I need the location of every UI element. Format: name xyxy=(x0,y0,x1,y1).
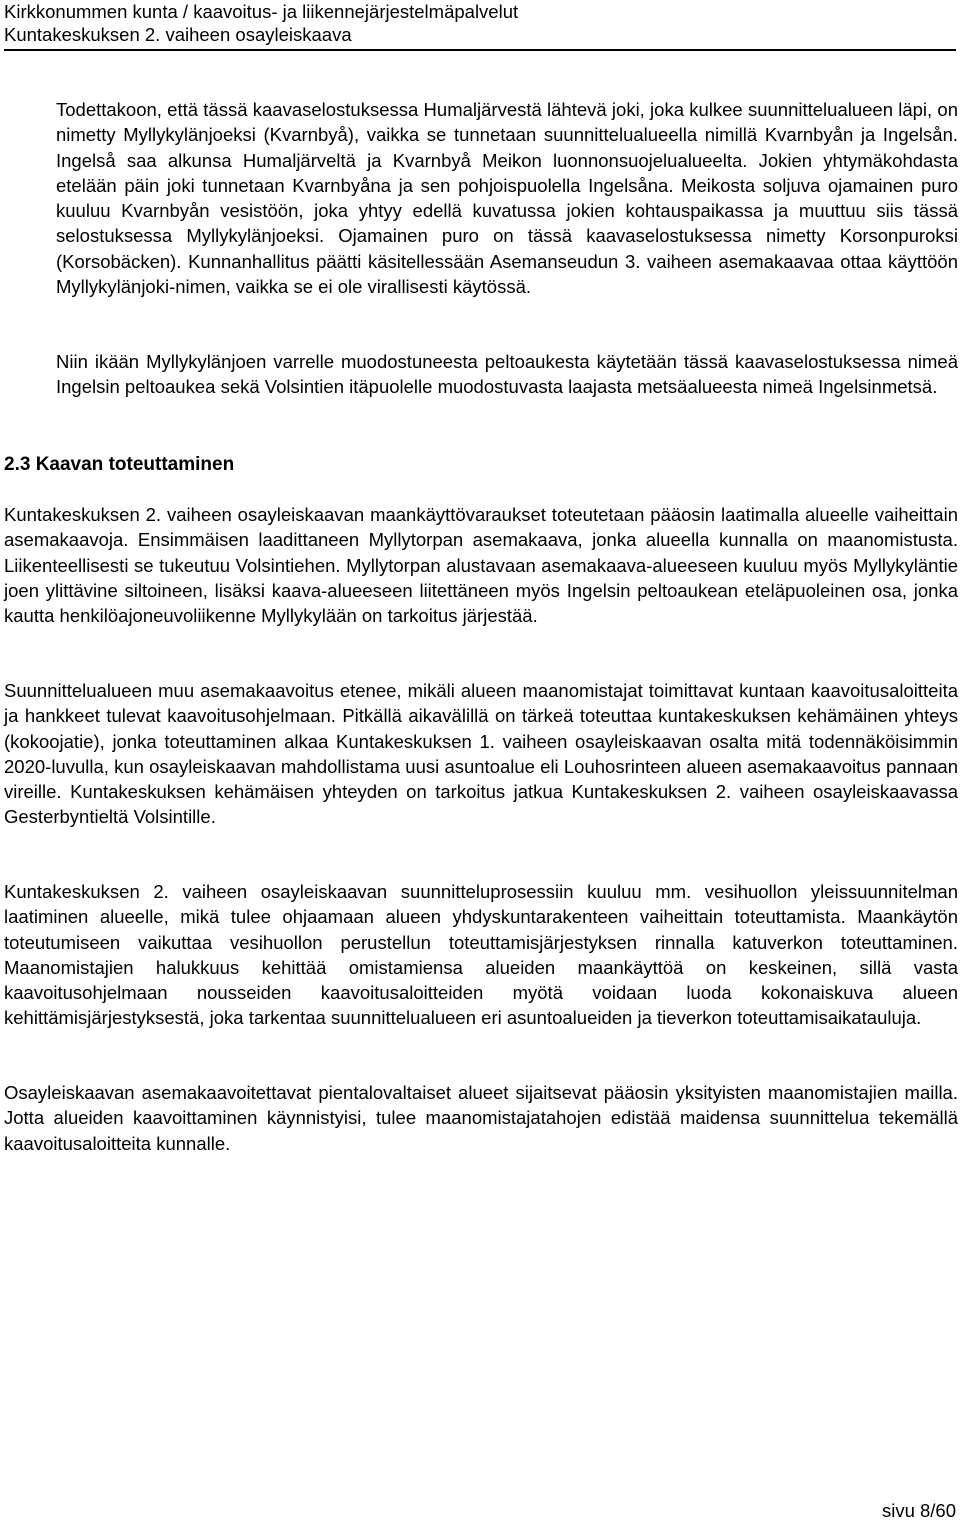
paragraph-water-supply: Kuntakeskuksen 2. vaiheen osayleiskaavan suunnitteluprosessiin kuuluu mm. vesihuollon yleissuunnitelman laatiminen alueelle, mikä tulee ohjaamaan alueen yhdyskuntarakenteen vaiheittain toteuttamista. Maankäytön toteutumiseen vaikuttaa vesihuollon perustellun toteuttamisjärjestyksen rinnalla katuverkon toteuttaminen. Maanomistajien halukkuus kehittää omistamiensa alueiden maankäyttöä on keskeinen, sillä vasta kaavoitusohjelmaan nousseiden kaavoitusaloitteiden myötä voidaan luoda kokonaiskuva alueen kehittämisjärjestyksestä, joka tarkentaa suunnittelualueen eri asuntoalueiden ja tieverkon toteuttamisaikatauluja. xyxy=(4,881,958,1029)
page-header xyxy=(4,0,956,51)
paragraph-zoning-progress: Suunnittelualueen muu asemakaavoitus etenee, mikäli alueen maanomistajat toimittavat kuntaan kaavoitusaloitteita ja hankkeet tulevat kaavoitusohjelmaan. Pitkällä aikavälillä on tärkeä toteuttaa kuntakeskuksen kehämäinen yhteys (kokoojatie), jonka toteuttaminen alkaa Kuntakeskuksen 1. vaiheen osayleiskaavan osalta mitä todennäköisimmin 2020-luvulla, kun osayleiskaavan mahdollistama uusi asuntoalue eli Louhosrinteen alueen asemakaavoitus pannaan vireille. Kuntakeskuksen kehämäisen yhteyden on tarkoitus jatkua Kuntakeskuksen 2. vaiheen osayleiskaavassa Gesterbyntieltä Volsintille. xyxy=(4,680,958,828)
paragraph-river-naming: Todettakoon, että tässä kaavaselostuksessa Humaljärvestä lähtevä joki, joka kulkee suunnittelualueen läpi, on nimetty Myllykylänjoeksi (Kvarnbyå), vaikka se tunnetaan suunnittelualueella nimillä Kvarnbyån ja Ingelsån. Ingelså saa alkunsa Humaljärveltä ja Kvarnbyå Meikon luonnonsuojelualueelta. Jokien yhtymäkohdasta etelään päin joki tunnetaan Kvarnbyåna ja sen pohjoispuolella Ingelsåna. Meikosta soljuva ojamainen puro kuuluu Kvarnbyån vesistöön, joka yhtyy edellä kuvatussa jokien kohtauspaikassa ja muuttuu siis tässä selostuksessa Myllykylänjoeksi. Ojamainen puro on tässä kaavaselostuksessa nimetty Korsonpuroksi (Korsobäcken). Kunnanhallitus päätti käsitellessään Asemanseudun 3. vaiheen asemakaavaa ottaa käyttöön Myllykylänjoki-nimen, vaikka se ei ole virallisesti käytössä. xyxy=(56,99,958,298)
page-number: sivu 8/60 xyxy=(881,1500,956,1521)
section-heading: 2.3 Kaavan toteuttaminen xyxy=(4,454,235,475)
paragraph-field-naming: Niin ikään Myllykylänjoen varrelle muodostuneesta peltoaukesta käytetään tässä kaavaselostuksessa nimeä Ingelsin peltoaukea sekä Volsintien itäpuolelle muodostuvasta laajasta metsäalueesta nimeä Ingelsinmetsä. xyxy=(56,351,958,398)
paragraph-implementation: Kuntakeskuksen 2. vaiheen osayleiskaavan maankäyttövaraukset toteutetaan pääosin laatimalla alueelle vaiheittain asemakaavoja. Ensimmäisen laadittaneen Myllytorpan asemakaava, jonka alueella kunnalla on maanomistusta. Liikenteellisesti se tukeutuu Volsintiehen. Myllytorpan alustavaan asemakaava-alueeseen kuuluu myös Myllykyläntie joen ylittävine siltoineen, lisäksi kaava-alueeseen liitettäneen myös Ingelsin peltoaukean eteläpuoleinen osa, jonka kautta henkilöajoneuvoliikenne Myllykylään on tarkoitus järjestää. xyxy=(4,504,958,627)
paragraph-landowners: Osayleiskaavan asemakaavoitettavat pientalovaltaiset alueet sijaitsevat pääosin yksityisten maanomistajien mailla. Jotta alueiden kaavoittaminen käynnistyisi, tulee maanomistajatahojen edistää maidensa suunnittelua tekemällä kaavoitusaloitteita kunnalle. xyxy=(4,1082,958,1154)
header-document-title: Kuntakeskuksen 2. vaiheen osayleiskaava xyxy=(4,24,352,45)
header-organization: Kirkkonummen kunta / kaavoitus- ja liikennejärjestelmäpalvelut xyxy=(4,1,519,22)
